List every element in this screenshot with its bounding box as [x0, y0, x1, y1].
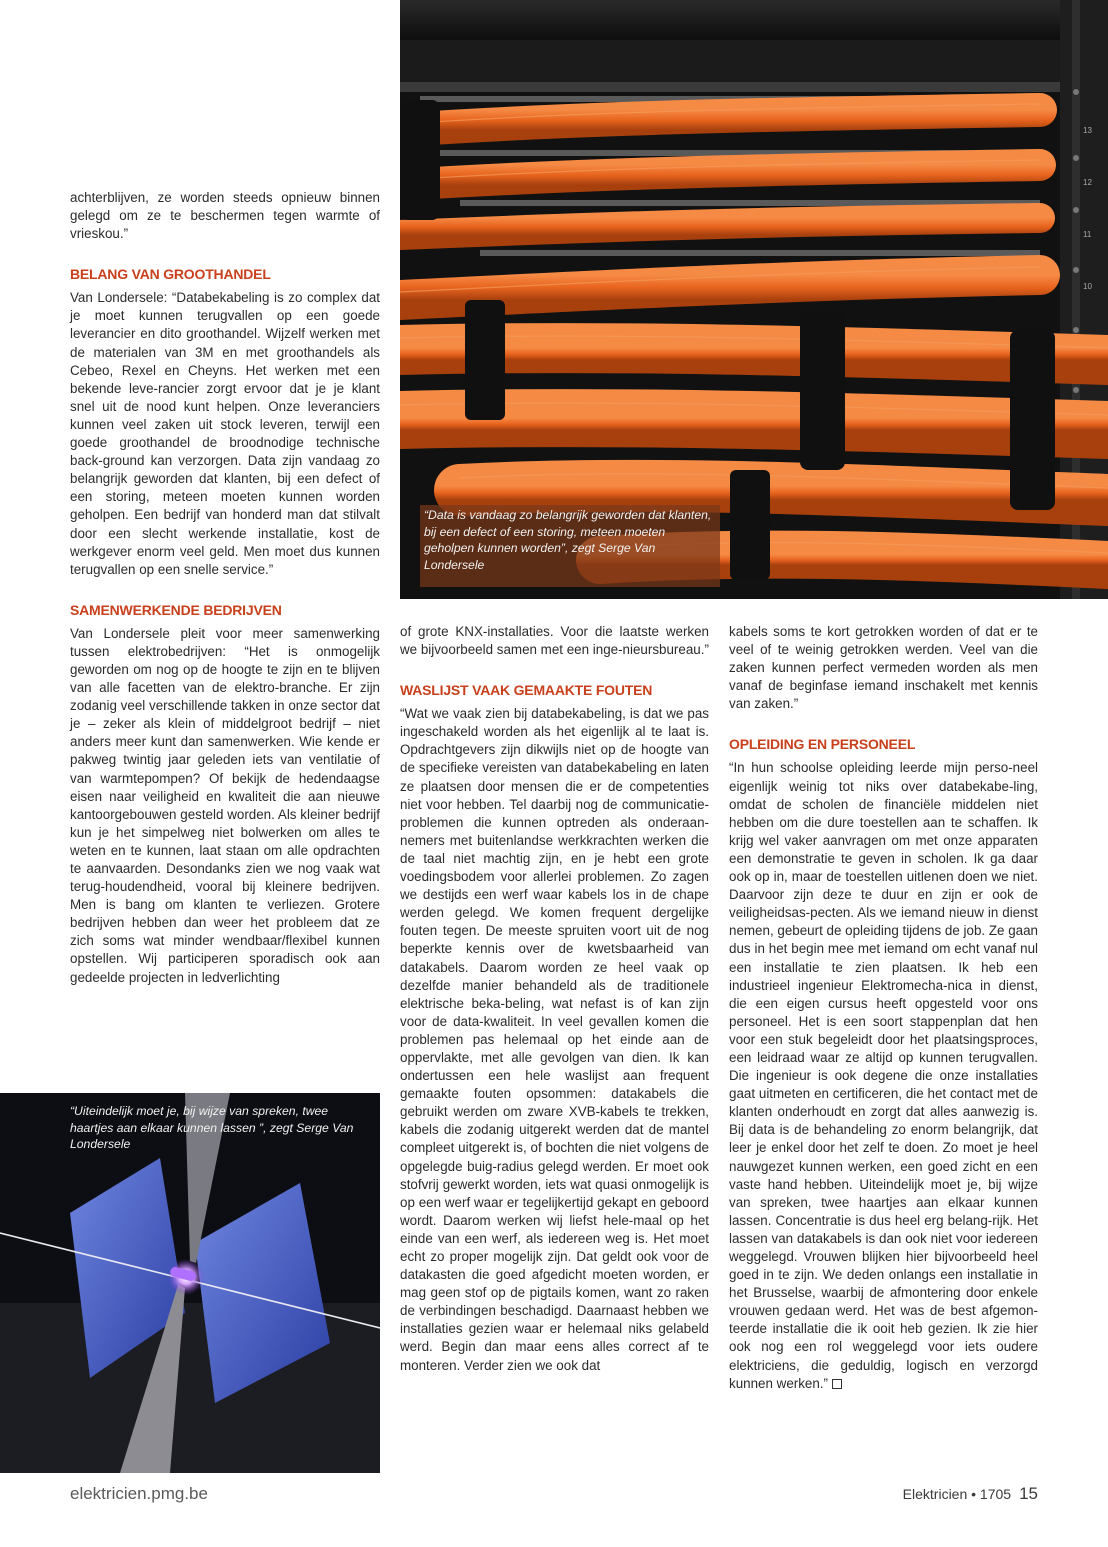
magazine-issue: Elektricien • 1705 [902, 1486, 1012, 1502]
section-heading: WASLIJST VAAK GEMAAKTE FOUTEN [400, 682, 653, 699]
article-column-3 [729, 623, 1038, 1393]
page-number: 15 [1019, 1484, 1038, 1503]
rack-number: 12 [1083, 178, 1092, 187]
rack-number: 11 [1083, 230, 1092, 239]
article-column-1 [70, 189, 380, 987]
paragraph: “Wat we vaak zien bij databekabeling, is dat we pas ingeschakeld worden als het eigenlijk al te laat is. Opdrachtgevers zijn dikwijls niet op de hoogte van de specifieke vereisten van databekabeling en laten ze plaatsen door mensen die er de competenties niet voor hebben. Tel daarbij nog de communicatie-problemen die kunnen optreden als onderaan-nemers met buitenlandse werkkrachten werken die de taal niet machtig zijn, en je hebt een grote voedingsbodem voor allerlei problemen. Zo zagen we destijds een werf waar kabels los in de chape werden gelegd. We komen frequent dergelijke fouten tegen. De meeste spruiten voort uit de nog beperkte kennis over de kwetsbaarheid van datakabels. Daarom worden ze heel vaak op dezelfde manier behandeld als de traditionele elektrische beka-beling, wat nefast is of kan zijn voor de data-kwaliteit. In veel gevallen komen die problemen pas helemaal op het einde aan de oppervlakte, met alle gevolgen van dien. Ik kan ondertussen een hele waslijst aan frequent gemaakte fouten opsommen: datakabels die gebruikt werden om zware XVB-kabels te trekken, kabels die zodanig uitgerekt werden dat de mantel compleet uitgerekt is, of bochten die niet volgens de opgelegde buig-radius gelegd werden. Er moet ook stofvrij gewerkt worden, iets wat quasi onmogelijk is op een werf waar er tegelijkertijd gekapt en geboord wordt. Daarom werken wij liefst hele-maal op het einde van een werf, als iedereen weg is. Het moet echt zo proper mogelijk zijn. Dat geldt ook voor de datakasten die goed afgedicht moeten worden, er mag geen stof op de pigtails komen, want zo raken de verbindingen beschadigd. Daarnaast hebben we installaties gezien waar er helemaal niks gelabeld werd. Begin dan maar eens alles correct af te monteren. Verder zien we ook dat [400, 706, 709, 1373]
paragraph-text: “In hun schoolse opleiding leerde mijn perso-neel eigenlijk weinig tot niks over databekabe-ling, omdat de scholen de financiële middelen niet hebben om die dure toestellen aan te schaffen. Ik krijg wel vaker aanvragen om met onze apparaten een demonstratie te geven in scholen. Ik ga daar ook op in, maar de toestellen uitlenen doen we niet. Daarvoor zijn deze te duur en zijn er ook de veiligheidsas-pecten. Als we iemand nieuw in dienst nemen, gebeurt de opleiding tijdens de job. Ze gaan dus in het begin mee met iemand om echt vanaf nul een installatie te zien plaatsen. Ik heb een industrieel ingenieur Elektromecha-nica in dienst, die een eigen cursus heeft opgesteld voor ons personeel. Het is een soort stappenplan dat hen voor een stuk begeleidt door het plaatsingsproces, een leidraad waar ze altijd op kunnen terugvallen. Die ingenieur is ook degene die onze installaties gaat uitmeten en certificeren, die het contact met de klanten onderhoudt en zorgt dat alles aanwezig is. Bij data is de behandeling zo enorm belangrijk, dat leer je enkel door het zelf te doen. Zo moet je heel nauwgezet kunnen werken, een goed zicht en een vaste hand hebben. Uiteindelijk moet je, bij wijze van spreken, twee haartjes aan elkaar kunnen lassen. Concentratie is dus heel erg belang-rijk. Het lassen van datakabels is dan ook niet voor iedereen weggelegd. Vrouwen blijken hier bijvoorbeeld heel goed in te zijn. We deden onlangs een installatie in het Brusselse, waarbij de afmontering door enkele vrouwen gedaan werd. Het was de best afgemon-teerde installatie die ik ooit heb gezien. Ik zie hier ook nog een rol weggelegd voor iets oudere elektriciens, die geduldig, logisch en verzorgd kunnen werken.” [729, 760, 1038, 1391]
paragraph [729, 759, 1038, 1392]
paragraph: Van Londersele pleit voor meer samenwerking tussen elektrobedrijven: “Het is onmogelijk geworden om nog op de hoogte te zijn en te blijven van alle facetten van de elektro-branche. Er zijn zodanig veel verschillende takken in onze sector dat je – zeker als klein of middelgroot bedrijf – niet anders meer kunt dan samenwerken. Wie kende er pakweg twintig jaar geleden iets van ventilatie of van warmtepompen? Of bekijk de hedendaagse eisen naar veiligheid en kwaliteit die aan nieuwe kantoorgebouwen gesteld worden. Als kleiner bedrijf kun je het simpelweg niet bolwerken om alles te weten en te kunnen, laat staan om alle opdrachten te aanvaarden. Desondanks zien we nog vaak wat terug-houdendheid, vooral bij kleinere bedrijven. Men is bang om klanten te verliezen. Grotere bedrijven hebben dan weer het probleem dat ze zich soms wat minder wendbaar/flexibel kunnen opstellen. Wij participeren sporadisch ook aan gedeelde projecten in ledverlichting [70, 625, 380, 985]
rack-unit-numbers [1083, 105, 1092, 313]
photo-caption-fiber [70, 1103, 370, 1153]
section-heading: OPLEIDING EN PERSONEEL [729, 736, 916, 753]
paragraph: Van Londersele: “Databekabeling is zo complex dat je moet kunnen terugvallen op een goede leverancier en dito groothandel. Wijzelf werken met de materialen van 3M en met groothandels als Cebeo, Rexel en Cheyns. Het werken met een bekende leve-rancier zorgt ervoor dat je je klant snel uit de nood kunt helpen. Onze leveranciers kunnen veel zaken uit stock leveren, terwijl een goede groothandel de broodnodige technische back-ground kan verzorgen. Data zijn vandaag zo belangrijk geworden dat klanten, bij een defect of een storing, meteen moeten kunnen worden geholpen. Een bedrijf van honderd man dat stilvalt door een slecht werkende installatie, kost de werkgever enorm veel geld. Men moet dus kunnen terugvallen op een snelle service.” [70, 290, 380, 577]
footer-website-link[interactable]: elektricien.pmg.be [70, 1484, 208, 1503]
end-of-article-icon [832, 1379, 842, 1389]
rack-number: 10 [1083, 282, 1092, 291]
section-heading: BELANG VAN GROOTHANDEL [70, 266, 271, 283]
section-heading: SAMENWERKENDE BEDRIJVEN [70, 601, 282, 618]
photo-caption [420, 505, 720, 587]
footer-magazine-info [903, 1484, 1038, 1504]
paragraph: of grote KNX-installaties. Voor die laatste werken we bijvoorbeeld samen met een inge-nieursbureau.” [400, 624, 709, 658]
caption-text: “Data is vandaag zo belangrijk geworden dat klanten, bij een defect of een storing, meteen moeten geholpen kunnen worden”, zegt Serge Van Londersele [424, 508, 712, 572]
paragraph: kabels soms te kort getrokken worden of dat er te veel of te weinig getrokken werden. Veel van die zaken kunnen perfect vermeden worden als men vanaf de beginfase iemand inschakelt met kennis van zaken.” [729, 624, 1038, 712]
article-column-2 [400, 623, 709, 1375]
paragraph: achterblijven, ze worden steeds opnieuw binnen gelegd om ze te beschermen tegen warmte of vrieskou.” [70, 190, 380, 242]
caption-text: “Uiteindelijk moet je, bij wijze van spreken, twee haartjes aan elkaar kunnen lassen ”, zegt Serge Van Londersele [70, 1104, 354, 1151]
rack-number: 13 [1083, 126, 1092, 135]
